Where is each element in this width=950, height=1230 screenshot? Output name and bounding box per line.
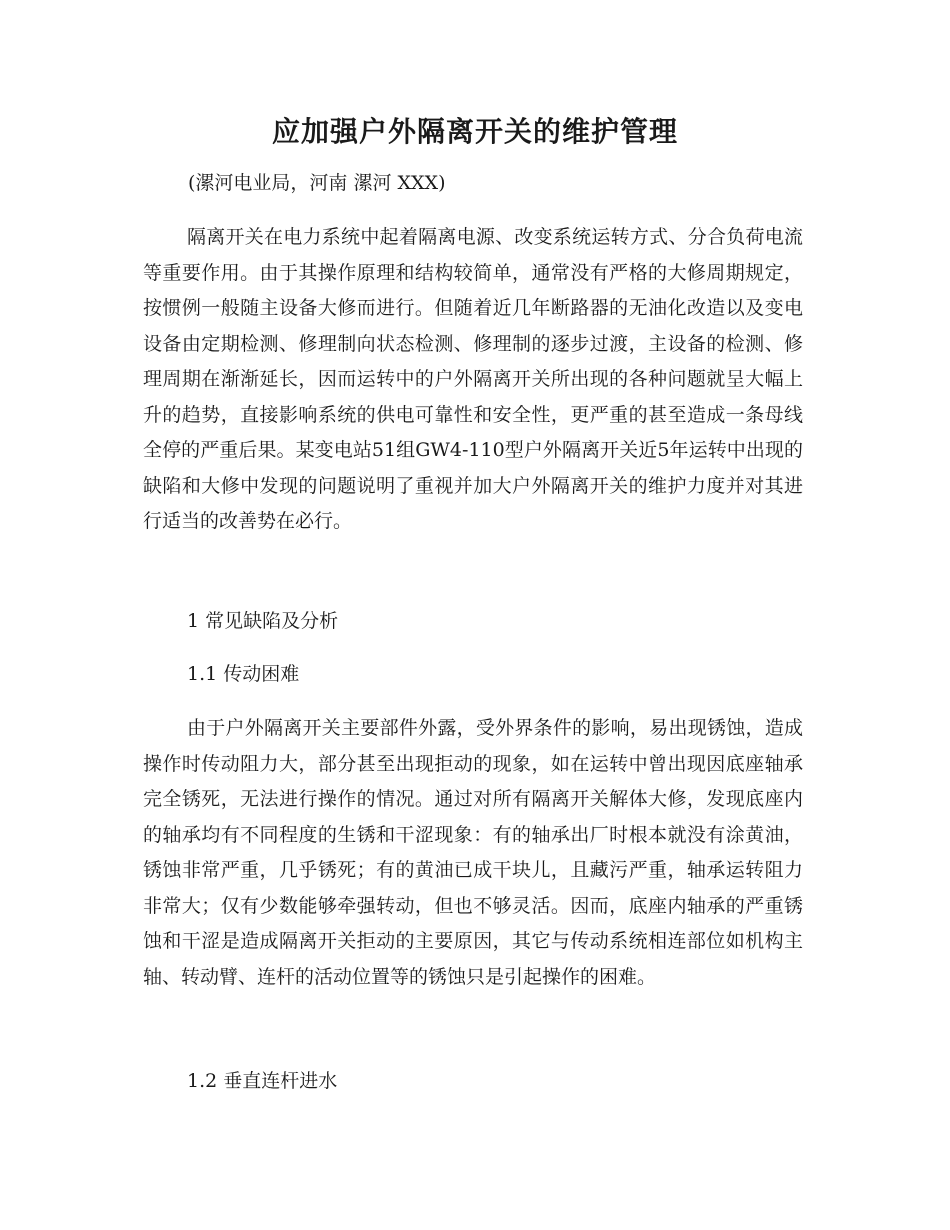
- section-1-1-paragraph: 由于户外隔离开关主要部件外露，受外界条件的影响，易出现锈蚀，造成操作时传动阻力大，部分甚至出现拒动的现象，如在运转中曾出现因底座轴承完全锈死，无法进行操作的情况。通过对所有隔离开关解体大修，发现底座内的轴承均有不同程度的生锈和干涩现象：有的轴承出厂时根本就没有涂黄油，锈蚀非常严重，几乎锈死；有的黄油已成干块儿，且藏污严重，轴承运转阻力非常大；仅有少数能够牵强转动，但也不够灵活。因而，底座内轴承的严重锈蚀和干涩是造成隔离开关拒动的主要原因，其它与传动系统相连部位如机构主轴、转动臂、连杆的活动位置等的锈蚀只是引起操作的困难。: [143, 717, 803, 988]
- document-title: 应加强户外隔离开关的维护管理: [271, 115, 678, 148]
- section-1-2-heading: 1.2 垂直连杆进水: [187, 1070, 338, 1092]
- section-1-1-heading: 1.1 传动困难: [187, 663, 300, 685]
- section-1-heading: 1 常见缺陷及分析: [187, 610, 339, 632]
- intro-paragraph: 隔离开关在电力系统中起着隔离电源、改变系统运转方式、分合负荷电流等重要作用。由于其操作原理和结构较简单，通常没有严格的大修周期规定，按惯例一般随主设备大修而进行。但随着近几年断路器的无油化改造以及变电设备由定期检测、修理制向状态检测、修理制的逐步过渡，主设备的检测、修理周期在渐渐延长，因而运转中的户外隔离开关所出现的各种问题就呈大幅上升的趋势，直接影响系统的供电可靠性和安全性，更严重的甚至造成一条母线全停的严重后果。某变电站51组GW4-110型户外隔离开关近5年运转中出现的缺陷和大修中发现的问题说明了重视并加大户外隔离开关的维护力度并对其进行适当的改善势在必行。: [143, 226, 803, 532]
- author-affiliation: (漯河电业局，河南 漯河 XXX): [188, 172, 446, 194]
